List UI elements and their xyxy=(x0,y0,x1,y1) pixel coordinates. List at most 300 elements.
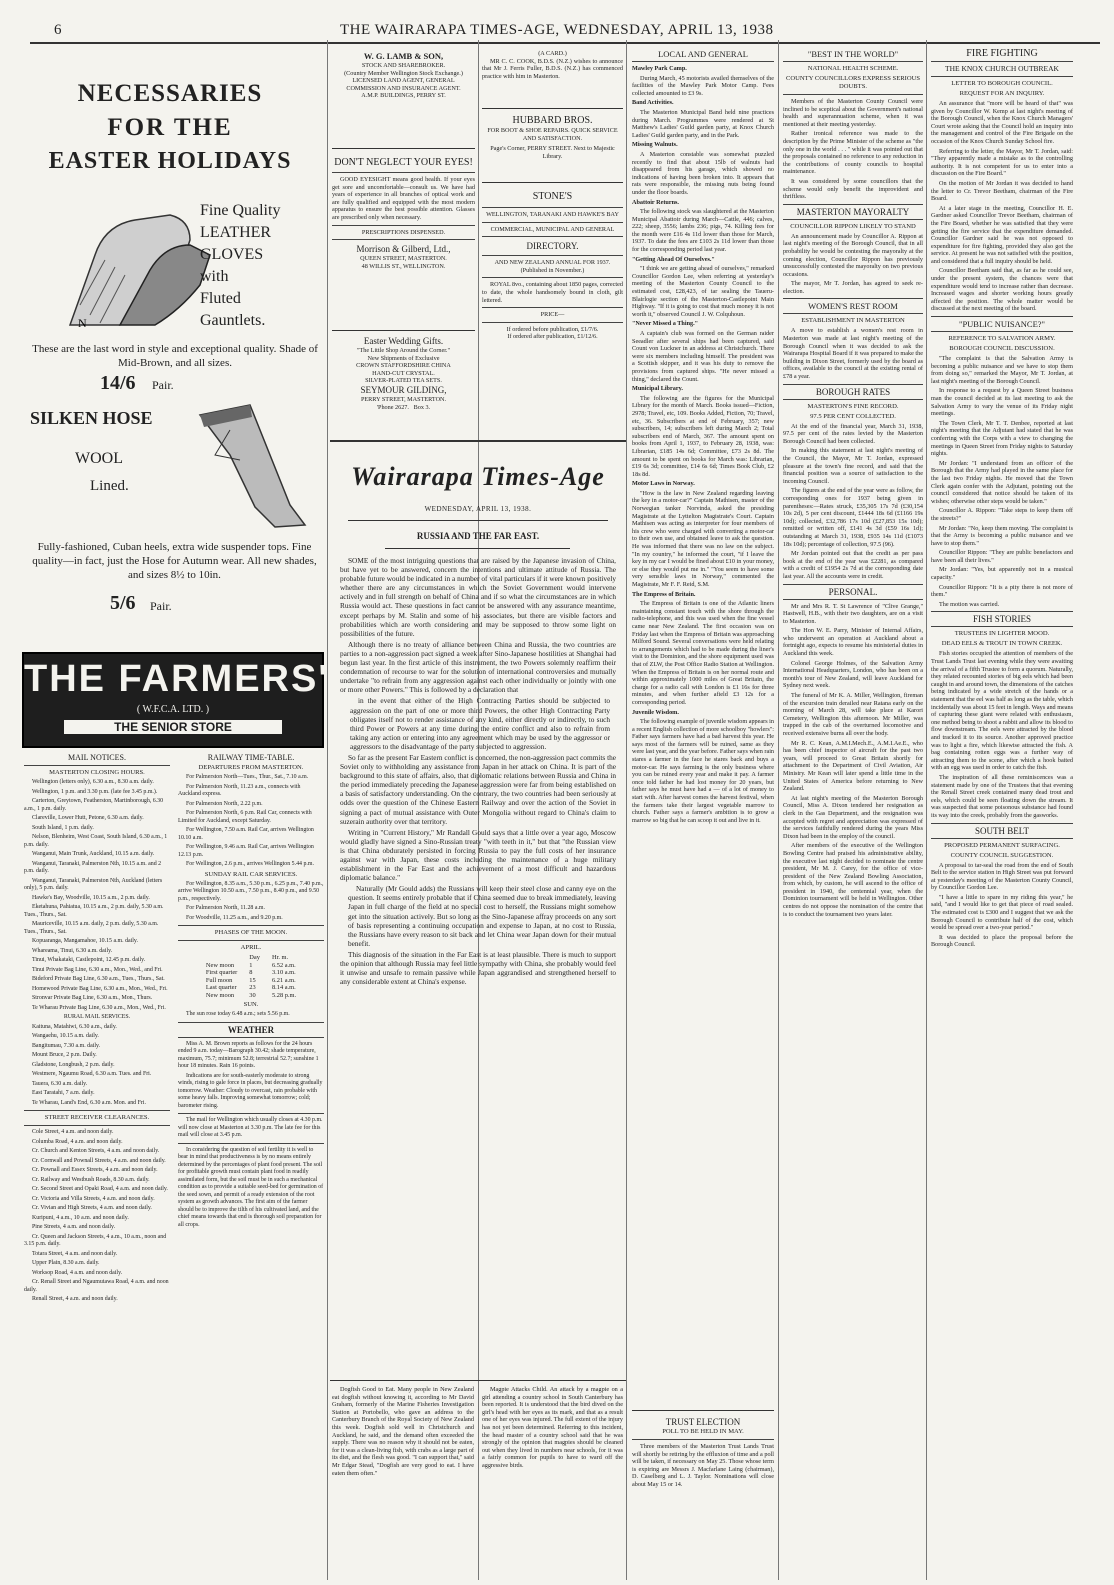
divider xyxy=(783,61,923,62)
divider xyxy=(482,307,623,308)
moon-row xyxy=(200,992,302,1000)
ad-heading-2: FOR THE xyxy=(107,114,233,141)
railway-sub: DEPARTURES FROM MASTERTON. xyxy=(198,764,304,771)
street-item: Columba Road, 4 a.m. and noon daily. xyxy=(32,1138,123,1145)
mail-item: Carterton, Greytown, Featherston, Martinborough, 6.30 a.m., 1 p.m. daily. xyxy=(24,798,164,812)
street-item: Cr. Church and Kenton Streets, 4 a.m. and noon daily. xyxy=(32,1148,160,1154)
nuisance-sub: REFERENCE TO SALVATION ARMY. xyxy=(948,335,1056,343)
weather-title: WEATHER xyxy=(227,1024,275,1035)
personal-para: After members of the executive of the Wellington Bowling Centre had praised his administrative ability, the executive last night decided to nominate the centre president, Mr M. J. Carey, for the office of vice-president of the New Zealand Bowling Association, from which, by custom, he will ascend to the office of president in 1940, the centennial year, when the Dominion tournament will be held in Wellington. Other centres do not oppose the nomination of the centre that is to conduct the tournament two years later. xyxy=(783,842,923,918)
editorial-para: SOME of the most intriguing questions that are raised by the Japanese invasion of China, but have yet to be answered, concern the intentions and ultimate attitude of Russia. The probable future would be indicated in a number of vital particulars if it were known positively whether there are any circumstances in which the Soviet Government would intervene actively and in full strength on behalf of China and if so what the circumstances are in which Russia would act. These questions in fact cannot be answered with any assurance meantime, except perhaps by M. Stalin and some of his associates, but there are visible factors and probabilities which are worth considering and may be supposed to throw some light on possibilities of the future. xyxy=(340,556,616,638)
divider xyxy=(178,1113,324,1114)
moon-row xyxy=(200,984,302,992)
street-list xyxy=(24,1129,170,1304)
divider xyxy=(931,61,1073,62)
gloves-line: LEATHER xyxy=(200,224,272,241)
farmers-sub: ( W.F.C.A. LTD. ) xyxy=(136,704,210,715)
street-item: Cr. Renall Street and Ngaumutawa Road, 4 a.m. and noon daily. xyxy=(24,1279,169,1293)
news-column-5 xyxy=(783,48,923,1578)
mail-notices-column xyxy=(24,752,170,1572)
moon-cell: Day xyxy=(249,954,260,961)
mail-item: Wanganui, Main Trunk, Auckland, 10.15 a.m. daily. xyxy=(32,851,155,857)
mail-item: Nelson, Blenheim, West Coast, South Island, 6.30 a.m., 1 p.m. daily. xyxy=(24,834,168,848)
local-heading: Abattoir Returns. xyxy=(632,198,679,206)
fish-para: The inspiration of all these reminiscences was a statement made by one of the Trustees that that evening the Renall Street creek contained many dead trout and eels, which could be seen floating down the stream. It was suspected that some poisonous substance had found its way into the creek, probably from the gasworks. xyxy=(931,773,1073,819)
svg-text:N: N xyxy=(78,316,87,330)
lamb-advertisement xyxy=(332,50,475,150)
fire-sub: THE KNOX CHURCH OUTBREAK xyxy=(945,64,1059,73)
hubbard-name: HUBBARD BROS. xyxy=(512,115,593,126)
divider xyxy=(332,330,475,331)
divider xyxy=(482,322,623,323)
nuisance-para: "The complaint is that the Salvation Army is becoming a public nuisance and we have to stop them from doing so," remarked the Mayor, Mr T. Jordan, at last night's meeting of the Borough Council. xyxy=(931,355,1073,385)
local-body: "How is the law in New Zealand regarding leaving the key in a motor-car?" Captain Mathisen, master of the Norwegian tanker Norvinda, asked the presiding Magistrate at the Lyttelton Magistrate's Court. Captain Mathisen was acting as interpreter for four members of his crew who were charged with converting a motor-car to their own use, and obtained leave to ask the question. He was informed that there was no law on the subject. "In my country," he informed the court, "if I leave the key in my car I would be fined about £10 in your money, or else they would put me in." "You seem to have some very sensible laws in Norway," commented the Magistrate, Mr F. F. Reid, S.M. xyxy=(632,489,774,588)
best-para: Rather ironical reference was made to the description by the Prime Minister of the scheme as "the only one in the world . . . " while it was pointed out that the proposals contained no reference to any reduction in the contributions of county councils to hospital maintenance. xyxy=(783,130,923,176)
railway-title: RAILWAY TIME-TABLE. xyxy=(207,753,295,762)
personal-title: PERSONAL. xyxy=(828,586,878,597)
gloves-line: Fine Quality xyxy=(200,202,281,219)
nuisance-para: Councillor Rippon: "It is a pity there is not more of them." xyxy=(931,583,1073,599)
local-body: The following stock was slaughtered at the Masterton Municipal Abattoir during March—Cattle, 446; calves, 222; sheep, 3556; lambs 236; pigs, 74. Killing fees for the month were £16 4s 11d lower than those for March, 1937. To date the fees are £103 2s 11d lower than those for the corresponding period last year. xyxy=(632,208,774,254)
editorial-para: Writing in "Current History," Mr Randall Gould says that a little over a year ago, Moscow would gladly have signed a Sino-Russian treaty "with teeth in it," but that "the Russian view is that China obdurately persisted in forcing Russia to pay the full costs of her insurance against war with Japan, these costs including the maintenance of a huge military establishment in the Far East and the achievement of a most difficult and hazardous diplomatic balance." xyxy=(340,827,616,883)
railway-column xyxy=(178,752,324,1572)
local-body: "I think we are getting ahead of ourselves," remarked Councillor Gordon Lee, when referring at yesterday's meeting of the Masterton County Council to the estimated cost, £28,423, of tar sealing the Taueru-Blairlogie section of the Masterton-Castlepoint Main Highway. "If it is going to cost that much money it is not worth it," observed Council J. W. Colquhoun. xyxy=(632,265,774,318)
moon-cell: First quarter xyxy=(205,969,238,976)
moon-cell: New moon xyxy=(205,961,235,969)
gloves-line: GLOVES xyxy=(200,246,264,263)
divider xyxy=(332,239,475,240)
ad-heading-3: EASTER HOLIDAYS xyxy=(48,148,292,174)
nuisance-para: Mr Jordan: "No, keep them moving. The complaint is that the Army is becoming a public nuisance and we have to stop them." xyxy=(931,524,1073,547)
local-general-column xyxy=(632,48,774,1408)
street-item: Renall Street, 4 a.m. and noon daily. xyxy=(32,1296,118,1302)
editorial-body xyxy=(340,556,616,1376)
railway-item: For Wellington, 2.6 p.m., arrives Wellington 5.44 p.m. xyxy=(186,861,314,867)
divider xyxy=(482,182,623,183)
mail-item: Wellington, 1 p.m. and 3.30 p.m. (late fee 3.45 p.m.). xyxy=(32,788,158,795)
divider xyxy=(178,1022,324,1023)
sunday-item: For Wellington, 8.35 a.m., 5.30 p.m., 6.25 p.m., 7.40 p.m., arrive Wellington 10.50 a.m., 7.50 p.m., 8.40 p.m., and 9.50 p.m., respectively. xyxy=(178,880,324,902)
local-body: A captain's club was formed on the German raider Seeadler after several ships had been captured, said Count von Luckner in an address at Christchurch. There were six members including himself. The president was a Scottish skipper, and it was his duty to remove the provisions from captured ships. "He never missed a thing," declared the Count. xyxy=(632,330,774,383)
gloves-line: Gauntlets. xyxy=(200,312,266,329)
eyes-advertisement xyxy=(332,152,475,330)
trust-body: Three members of the Masterton Trust Lands Trust will shortly be retiring by the effluxion of time and a poll will be taken, if necessary on May 25. Those whose term is expiring are Messrs J. Macfarlane Laing (chairman), D. Caselberg and L. J. Taylor. Nominations will close about May 15 or 14. xyxy=(632,1443,774,1488)
gloves-line: Fluted xyxy=(200,290,241,307)
hose-description: Fully-fashioned, Cuban heels, extra wide suspender tops. Fine quality—in fact, just the Hose for Autumn wear. All new shades, and sizes 8½ to 10in. xyxy=(32,541,317,581)
divider xyxy=(332,172,475,173)
stones-name: STONE'S xyxy=(532,191,573,202)
street-item: Totara Street, 4 a.m. and noon daily. xyxy=(32,1250,118,1257)
moon-cell: 5.28 p.m. xyxy=(271,991,297,999)
column-rule xyxy=(778,40,779,1580)
mail-item: Bangitumau, 7.30 a.m. daily. xyxy=(32,1042,101,1049)
local-heading: The Empress of Britain. xyxy=(632,590,696,598)
wedding-firm: SEYMOUR GILDING, xyxy=(360,384,447,395)
farmers-advertisement xyxy=(22,652,330,748)
moon-cell: 8 xyxy=(249,969,253,976)
nameplate: Wairarapa Times-Age xyxy=(351,462,605,491)
weather-para: Indications are for south-easterly moderate to strong winds, rising to gale force in places, but decreasing gradually tomorrow. Weather: Cloudy to overcast, rain probable with some heavy falls. Improving somewhat tomorrow; cold; barometer rising. xyxy=(178,1072,323,1109)
local-heading: Mawley Park Camp. xyxy=(632,65,687,72)
mail-item: Tauera, 6.30 a.m. daily. xyxy=(32,1080,88,1087)
mail-item: Wanganui, Taranaki, Palmerston Nth, 10.15 a.m. and 2 p.m. daily. xyxy=(24,860,162,874)
stones-price-label: PRICE— xyxy=(540,311,565,319)
local-heading: "Never Missed a Thing." xyxy=(632,320,699,328)
mail-item: Hawke's Bay, Woodville, 10.15 a.m., 2 p.m. daily. xyxy=(32,894,150,901)
street-item: Cr. Vivian and High Streets, 4 a.m. and noon daily. xyxy=(32,1205,152,1211)
moon-cell: 1 xyxy=(249,961,253,969)
gloves-price-unit: Pair. xyxy=(152,378,174,392)
local-heading: "Getting Ahead Of Ourselves." xyxy=(632,255,715,263)
trust-sub: POLL TO BE HELD IN MAY. xyxy=(662,1428,744,1435)
best-sub: NATIONAL HEALTH SCHEME. xyxy=(807,65,899,72)
hubbard-advertisement xyxy=(482,114,623,180)
editorial-quote: Naturally (Mr Gould adds) the Russians will keep their steel close and canny eye on the question. It seems entirely probable that if China seemed due to break immediately, leaving Japan in full charge of the field at no special cost to herself, the Russians might somehow get into the situation actively. But so long as the Sino-Japanese affray proceeds on any sort of basis representing a continuing occupation and expense to Japan, at no cost to Russia, the Russians have every reason to sit back and let China wear Japan down for their mutual benefit. xyxy=(348,884,616,948)
hose-illustration xyxy=(180,395,315,535)
moon-cell: Hr. m. xyxy=(271,954,289,961)
cook-tag: (A CARD.) xyxy=(538,50,567,57)
cook-body: MR C. C. COOK, B.D.S. (N.Z.) wishes to announce that Mr J. Ferris Fuller, B.D.S. (N.Z.) has commenced practice with him in Masterton. xyxy=(482,57,623,80)
stones-price: If ordered before publication, £1/7/6. xyxy=(506,325,599,333)
editorial-quote: in the event that either of the High Contracting Parties should be subjected to aggression on the part of one or more third Powers, the other High Contracting Party obligates itself not to render assistance of any kind, either directly or indirectly, to such third Power or Powers at any time during the entire conflict and also to refrain from taking any action or entering into any agreement which may be used by the aggressor or aggressors to the disadvantage of the party subjected to aggression. xyxy=(350,696,610,751)
nuisance-para: Councillor A. Rippon: "Take steps to keep them off the streets?" xyxy=(931,507,1073,522)
street-item: Upper Plain, 8.30 a.m. daily. xyxy=(32,1260,100,1266)
hose-price-unit: Pair. xyxy=(150,599,172,613)
mail-item: Tinui Private Bag Line, 6.30 a.m., Mon., Wed., and Fri. xyxy=(32,966,163,973)
personal-para: Mr and Mrs R. T. St Lawrence of "Clive Grange," Hastwell, H.B., with their two daughters, are on a visit to Masterton. xyxy=(783,602,923,625)
divider xyxy=(783,584,923,585)
mail-item: East Taratahi, 7 a.m. daily. xyxy=(32,1090,95,1096)
news-column-6 xyxy=(931,48,1073,1578)
divider xyxy=(178,1037,324,1038)
rates-para: In making this statement at last night's meeting of the Council, the Mayor, Mr T. Jordan, expressed pleasure at the town's fine record, and said that the financial position was a source of satisfaction to the incoming Council. xyxy=(783,447,923,485)
weather-para: Miss A. M. Brown reports as follows for the 24 hours ended 9 a.m. today—Barograph 30.42; shade temperature, maximum, 75.7; minimum 52.8; terrestrial 52.7; sunshine 1 hour 18 minutes. Rain 16 points. xyxy=(178,1040,319,1069)
divider xyxy=(178,1143,324,1144)
street-item: Cr. Queen and Jackson Streets, 4 a.m., 10 a.m., noon and 3.15 p.m. daily. xyxy=(24,1233,167,1247)
mail-item: Te Wharau, Land's End, 6.30 a.m. Mon. and Fri. xyxy=(32,1099,146,1106)
rates-sub: 97.5 PER CENT COLLECTED. xyxy=(810,412,896,420)
mail-item: Wellington (letters only), 6.30 a.m., 8.30 a.m. daily. xyxy=(32,779,154,785)
fish-title: FISH STORIES xyxy=(972,614,1032,625)
mail-item: Whareama, Tinui, 6.30 a.m. daily. xyxy=(32,947,113,954)
eyes-body: GOOD EYESIGHT means good health. If your eyes get sore and uncomfortable—consult us. We have had years of experience in all branches of optical work and are fully qualified and equipped with the most modern apparatus to ensure the best possible attention. Glasses are prescribed only when necessary. xyxy=(332,176,475,221)
trust-election xyxy=(632,1416,774,1576)
sunday-title: SUNDAY RAIL CAR SERVICES. xyxy=(204,870,298,878)
local-heading: Municipal Library. xyxy=(632,385,683,393)
street-item: Cole Street, 4 a.m. and noon daily. xyxy=(32,1129,114,1135)
lamb-line: (Country Member Wellington Stock Exchange.) xyxy=(344,69,463,77)
divider xyxy=(332,225,475,226)
south-sub: COUNTY COUNCIL SUGGESTION. xyxy=(950,851,1054,859)
women-title: WOMEN'S REST ROOM xyxy=(808,301,898,312)
divider xyxy=(24,1110,170,1111)
sunday-item: For Palmerston North, 11.28 a.m. xyxy=(186,905,265,911)
mail-item: South Island, 1 p.m. daily. xyxy=(32,824,94,831)
mail-item: RURAL MAIL SERVICES. xyxy=(63,1014,131,1020)
nuisance-title: "PUBLIC NUISANCE?" xyxy=(958,319,1046,330)
moon-cell: New moon xyxy=(205,991,235,999)
sun-title: SUN. xyxy=(243,1001,259,1008)
mail-sub: MASTERTON CLOSING HOURS. xyxy=(49,769,145,776)
eyes-presc: PRESCRIPTIONS DISPENSED. xyxy=(361,228,446,236)
editorial-date: WEDNESDAY, APRIL 13, 1938. xyxy=(424,505,532,513)
street-title: STREET RECEIVER CLEARANCES. xyxy=(44,1114,150,1121)
railway-item: For Palmerston North, 2.22 p.m. xyxy=(186,800,263,807)
local-body: During March, 45 motorists availed themselves of the facilities of the Mawley Park Motor Camp. Fees collected amounted to £3 9s. xyxy=(632,74,774,97)
mayor-sub: COUNCILLOR RIPPON LIKELY TO STAND xyxy=(790,222,916,230)
local-heading: Band Activities. xyxy=(632,99,674,107)
best-sub: COUNTY COUNCILLORS EXPRESS SERIOUS DOUBTS. xyxy=(785,75,921,90)
nuisance-para: In response to a request by a Queen Street business man the council decided at its last meeting to ask the Salvation Army to vary the venue of its Friday night meetings. xyxy=(931,387,1073,418)
mail-item: Stronvar Private Bag Line, 6.30 a.m., Mon., Thurs. xyxy=(32,995,153,1001)
fish-sub: DEAD EELS & TROUT IN TOWN CREEK. xyxy=(941,640,1063,648)
wedding-line: "The Little Shop Around the Corner." xyxy=(356,347,451,354)
stones-line: DIRECTORY. xyxy=(526,241,579,252)
street-item: Cr. Railway and Westbush Roads, 8.30 a.m. daily. xyxy=(32,1176,150,1183)
divider xyxy=(931,823,1073,824)
column-rule xyxy=(327,40,328,1580)
south-title: SOUTH BELT xyxy=(975,825,1029,836)
nuisance-para: Mr Jordan: "Yes, but apparently not in a musical capacity." xyxy=(931,566,1073,582)
sun-text: The sun rose today 6.48 a.m.; sets 5.56 p.m. xyxy=(186,1011,290,1017)
moon-row xyxy=(200,969,302,977)
eyes-address: QUEEN STREET, MASTERTON. xyxy=(360,255,447,263)
divider xyxy=(482,277,623,278)
divider xyxy=(178,925,324,926)
moon-title: PHASES OF THE MOON. xyxy=(214,929,288,936)
divider xyxy=(482,222,623,223)
wedding-contact xyxy=(332,404,475,412)
divider xyxy=(783,599,923,600)
editorial-title: RUSSIA AND THE FAR EAST. xyxy=(416,531,540,541)
fire-para: Councillor Beetham said that, as far as he could see, under the present system, the chances were that expenditure would tend to increase rather than decrease. Increased wages and shorter working hours greatly affected the position. The whole matter would be discussed at the next meeting of the board. xyxy=(931,267,1073,313)
divider xyxy=(931,838,1073,839)
fire-para: Referring to the letter, the Mayor, Mr T. Jordan, said: "They apparently made a mistake as to the controlling authority. It is not competent for us to enter into a discussion on the Fire Board." xyxy=(931,147,1073,178)
trust-title: TRUST ELECTION xyxy=(665,1417,741,1427)
moon-cell: 6.21 a.m. xyxy=(271,976,296,984)
railway-item: For Palmerston North, 11.23 a.m., connects with Auckland express. xyxy=(178,783,301,797)
railway-item: For Wellington, 7.50 a.m. Rail Car, arrives Wellington 10.10 a.m. xyxy=(178,827,314,841)
local-title: LOCAL AND GENERAL xyxy=(658,49,748,59)
rates-para: The figures at the end of the year were as follow, the corresponding ones for 1937 being given in parentheses:—Rates struck, £35,305 17s 7d (£30,154 10s 2d), 5 per cent discount, £1444 18s 6d (£1166 19s 10d); collected, £32,786 17s 10d (£27,853 15s 10d); remitted or written off, £141 4s 3d (£59 16s 1d); outstanding at March 31, 1938, £935 14s 11d (£1073 18s 10d); percentage of collection, 97.5 (96). xyxy=(783,487,923,548)
wedding-phone: 'Phone 2627. xyxy=(376,403,409,411)
divider xyxy=(931,316,1073,317)
divider xyxy=(24,765,170,766)
personal-para: At last night's meeting of the Masterton Borough Council, Miss A. Dixon tendered her resignation as clerk in the Gas Department, and the resignation was accepted with regret and appreciation was expressed of the services faithfully rendered during the years Miss Dixon had been in the employ of the council. xyxy=(783,794,923,840)
hose-title: SILKEN HOSE xyxy=(30,408,153,428)
best-title: "BEST IN THE WORLD" xyxy=(807,49,899,59)
divider xyxy=(482,255,623,256)
hubbard-line: Page's Corner, PERRY STREET. Next to Majestic Library. xyxy=(490,145,615,160)
fire-sub: LETTER TO BOROUGH COUNCIL. xyxy=(951,80,1053,87)
street-item: Pine Streets, 4 a.m. and noon daily. xyxy=(32,1224,116,1230)
mail-item: Mauriceville, 10.15 a.m. daily, 2 p.m. daily, 5.30 a.m. Tues., Thurs., Sat. xyxy=(24,921,159,935)
divider xyxy=(783,384,923,385)
divider xyxy=(783,204,923,205)
mail-item: Gladstone, Longbush, 2 p.m. daily. xyxy=(32,1061,115,1068)
mail-item: Wanganui, Taranaki, Palmerston Nth, Auckland (letters only), 5 p.m. daily. xyxy=(24,877,163,891)
magpie-story xyxy=(482,1386,623,1578)
page-number: 6 xyxy=(54,22,62,38)
hose-price: 5/6 xyxy=(110,592,136,614)
editorial-para: So far as the present Far Eastern conflict is concerned, the non-aggression pact commits the Soviet only to withholding any assistance from Japan in her attack on China. It is part of the background to this state of affairs, also, that diplomatic relations between Russia and China in the period immediately preceding the Japanese aggression were far from being established on a basis of satisfactory understanding. On the contrary, the two countries had been seriously at odds over the question of the Chinese Eastern Railway and over the action of the Soviet in signing a pact of mutual assistance with Outer Mongolia without regard to China's claim to suzerain authority over that territory. xyxy=(340,752,616,826)
divider xyxy=(931,626,1073,627)
local-body: A Masterton constable was somewhat puzzled recently to find that about 15lb of walnuts had disappeared from his garage, which showed no indications of having been broken into. It appears that rats were responsible, the missing nuts being found under the floor boards. xyxy=(632,150,774,196)
nuisance-para: Mr Jordan: "I understand from an officer of the Borough that the Army had played in the same place for the last two Friday nights. He moved that the Town Clerk again confer with the Adjutant, pointing out the council considered that notice should be taken of its wishes; otherwise other steps would be taken." xyxy=(931,459,1073,505)
divider xyxy=(348,520,608,521)
best-para: It was considered by some councillors that the scheme would only benefit the improvident and thriftless. xyxy=(783,177,923,201)
mail-item: Te Wharau Private Bag Line, 6.30 a.m., Mon., Wed., Fri. xyxy=(32,1004,166,1011)
lamb-line: A.M.P. BUILDINGS, PERRY ST. xyxy=(361,92,446,100)
wedding-box: Box 3. xyxy=(413,403,431,411)
column-rule xyxy=(626,40,627,1580)
railway-item: For Palmerston North—Tues., Thur., Sat., 7.10 a.m. xyxy=(186,774,309,780)
mayor-title: MASTERTON MAYORALTY xyxy=(796,206,910,217)
moon-cell: 6.52 a.m. xyxy=(271,961,296,969)
hubbard-line: FOR BOOT & SHOE REPAIRS. QUICK SERVICE AND SATISFACTION. xyxy=(487,127,618,142)
stones-body: ROYAL 8vo., containing about 1850 pages, corrected to date, the whole handsomely bound in cloth, gilt lettered. xyxy=(482,281,623,304)
lamb-line: LICENSED LAND AGENT, GENERAL COMMISSION AND INSURANCE AGENT. xyxy=(346,77,461,92)
street-item: Cr. Cornwall and Pownall Streets, 4 a.m. and noon daily. xyxy=(32,1157,166,1164)
best-para: Members of the Masterton County Council were inclined to be sceptical about the Government's national health and superannuation scheme, when it was mentioned at their meeting yesterday. xyxy=(783,98,923,128)
rates-sub: MASTERTON'S FINE RECORD. xyxy=(807,402,899,410)
rates-title: BOROUGH RATES xyxy=(815,386,891,397)
mail-list xyxy=(24,779,170,1107)
nuisance-para: The motion was carried. xyxy=(939,600,1000,608)
stones-advertisement xyxy=(482,186,623,436)
street-item: Cr. Victoria and Villa Streets, 4 a.m. and noon daily. xyxy=(32,1195,155,1202)
editorial-para: This diagnosis of the situation in the Far East is at least plausible. There is much to support the opinion that although Russia may feel little sympathy with China, she probably would feel it unwise and unsafe to remain passive while Japan aggrandised and strengthened herself to any considerable extent at China's expense. xyxy=(340,949,616,987)
nuisance-sub: BOROUGH COUNCIL DISCUSSION. xyxy=(949,345,1055,353)
gloves-price: 14/6 xyxy=(100,372,136,394)
gloves-illustration xyxy=(50,185,215,335)
masthead xyxy=(30,20,1100,44)
mail-item: Clareville, Lower Hutt, Petone, 6.30 a.m. daily. xyxy=(32,815,144,821)
divider xyxy=(330,1380,626,1381)
soil-para: In considering the question of soil fertility it is well to bear in mind that productiveness is by no means entirely determined by the percentages of plant food present. The soil for profitable growth must contain plant food in readily assimilated form, but the soil must be in such a mechanical condition as to provide a suitable seed-bed for germination of the seed sown, and permit of a ready extension of the root system as growth advances. The first aim of the farmer should be to improve the tilth of his cultivated land, and the chief means towards that end is thorough soil preparation for all crops. xyxy=(178,1146,324,1228)
divider xyxy=(482,207,623,208)
wedding-line: CROWN STAFFORDSHIRE CHINA xyxy=(356,362,451,370)
wedding-advertisement xyxy=(332,336,475,432)
divider xyxy=(178,940,324,941)
divider xyxy=(632,1410,774,1411)
moon-cell: 23 xyxy=(249,984,256,991)
gloves-line: with xyxy=(200,268,229,285)
lamb-name: W. G. LAMB & SON, xyxy=(363,51,444,61)
mail-item: Eketahuna, Pahiatua, 10.15 a.m., 2 p.m. daily, 5.30 a.m. Tues., Thurs., Sat. xyxy=(24,904,164,918)
moon-cell: 3.10 a.m. xyxy=(271,969,296,976)
south-para: A proposal to tar-seal the road from the end of South Belt to the service station in High Street was put forward at yesterday's meeting of the Masterton County Council, by Councillor Gordon Lee. xyxy=(931,861,1073,892)
divider xyxy=(482,236,623,237)
divider xyxy=(783,94,923,95)
ad-heading-1: NECESSARIES xyxy=(77,80,263,107)
wedding-title: Easter Wedding Gifts. xyxy=(363,336,444,346)
dogfish-story xyxy=(332,1386,474,1578)
personal-para: The funeral of Mr K. A. Miller, Wellington, fireman of the excursion train derailed near Ratana early on the morning of March 28, will take place at Karori Cemetery, Wellington this afternoon. Mr Miller, was trapped in the cab of the overturned locomotive and received extensive burns all over the body. xyxy=(783,692,923,737)
gloves-description: These are the last word in style and exceptional quality. Shade of Mid-Brown, and all sizes. xyxy=(32,343,318,369)
cook-advertisement xyxy=(482,50,623,106)
mail-item: Mount Bruce, 2 p.m. Daily. xyxy=(32,1052,97,1058)
divider xyxy=(931,611,1073,612)
farmers-name: THE FARMERS' xyxy=(24,658,330,700)
editorial-para: Although there is no treaty of alliance between China and Russia, the two countries are parties to a non-aggression pact signed a week after Sino-Japanese hostilities at Shanghai had begun last year. In the first article of this instrument, the two Powers solemnly reaffirm their condemnation of recourse to war for the solution of international controversies and mutually undertake "to refrain from any aggression against each other individually or jointly with one or more other Powers." This is followed by a declaration that xyxy=(340,639,616,695)
rates-para: Mr Jordan pointed out that the credit as per pass book at the end of the year was £2281, as compared with a credit of £1954 2s 7d at the corresponding date last year. All the accounts were in credit. xyxy=(783,550,923,580)
stones-price: If ordered after publication, £1/12/6. xyxy=(507,333,598,341)
mail-item: Wangaehu, 10.15 a.m. daily. xyxy=(32,1033,99,1039)
masthead-title: THE WAIRARAPA TIMES-AGE, WEDNESDAY, APRIL 13, 1938 xyxy=(340,22,774,38)
mail-title: MAIL NOTICES. xyxy=(68,753,126,762)
moon-row xyxy=(200,962,302,970)
divider xyxy=(482,108,623,109)
local-body: The Empress of Britain is one of the Atlantic liners maintaining constant touch with the shore through the radio-telephone, and this was used when the fine vessel came near New Zealand. The first occasion was on Friday last when the Empress of Britain was approaching Milford Sound. Several conversations were held relating to arrangements which had to be made during the liner's visit to the Dominion, and the shore equipment used was that of ZLW, the Post Office Radio Station at Wellington. When the Empress of Britain is on her normal route and within approximately 1000 miles of Great Britain, the charge for a radio call with London is £1 16s for three minutes, and when further afield £3 12s for a corresponding period. xyxy=(632,600,774,706)
sunday-item: For Woodville, 11.25 a.m., and 9.20 p.m. xyxy=(186,914,283,921)
wedding-line: SILVER-PLATED TEA SETS. xyxy=(365,377,442,385)
mayor-para: An announcement made by Councillor A. Rippon at last night's meeting of the Borough Council, that in all probability he would be contesting the mayoralty at the coming election, Councillor Rippon has previously unsuccessfully contested the mayoralty on two previous occasions. xyxy=(783,232,923,278)
moon-cell: Last quarter xyxy=(205,984,237,991)
mail-item: Tinui, Whakataki, Castlepoint, 12.45 p.m. daily. xyxy=(32,957,146,963)
stones-line: (Published in November.) xyxy=(520,266,585,274)
stones-line: WELLINGTON, TARANAKI AND HAWKE'S BAY xyxy=(486,211,619,218)
stones-line: AND NEW ZEALAND ANNUAL FOR 1937. xyxy=(494,259,611,267)
local-body: The following are the figures for the Municipal Library for the month of March. Books issued—Fiction, 2978; Travel, etc, 109. Books Added, Fiction, 70; Travel, etc, 36. Subscribers at end of February, 357; new subscribers, 14; subscribers left during March 2; Total subscribers end of March, 367. The amount spent on books from April 1, 1937, to February 28, 1938, was: Librarian, £185 14s 6d; Committee, £73 2s 8d. The amount to be spent on books for March was: Librarian, £19 6s 3d; committee, £14 6s 6d; Times Book Club, £2 18s 8d. xyxy=(632,394,774,478)
street-item: Cr. Second Street and Opaki Road, 4 a.m. and noon daily. xyxy=(32,1186,168,1192)
personal-para: Mr R. C. Kean, A.M.I.Mech.E., A.M.I.Ae.E., who has been chief inspector of aircraft for the past two years, will proceed to Great Britain shortly for attachment to the Department of Civil Aviation, Air Ministry. Mr Kean will later spend a little time in the United States of America before returning to New Zealand. xyxy=(783,739,923,793)
fire-para: An assurance that "more will be heard of that" was given by Councillor W. Kemp at last night's meeting of the Borough Council, when the Knox Church Managers' Court wrote asking that the Council hold an inquiry into the management and control of the Fire Brigade on the occasion of the Knox Church Sunday School fire. xyxy=(931,100,1073,145)
hose-sub-1: WOOL xyxy=(75,450,123,467)
dogfish-body: Dogfish Good to Eat. Many people in New Zealand eat dogfish without knowing it, according to Mr David Graham, formerly of the Marine Fisheries Investigation Station at Portobello, who gave an address to the Canterbury Branch of the Royal Society of New Zealand this week. Dogfish sold well in Christchurch and Auckland, he said, and the demand often exceeded the supply. There was no reason why it should not be eaten, for it was a clean-living fish, with crabs as a large part of its diet, and the flesh was good. "I can support that," said Mr Edgar Stead, "Dogfish are very good to eat. I have eaten them often." xyxy=(332,1386,474,1477)
nuisance-para: The Town Clerk, Mr T. T. Denbee, reported at last night's meeting that the Adjutant had stated that he was conferring with the Corps with a view to changing the meetings in Queen Street from Friday nights to Saturday nights. xyxy=(931,419,1073,458)
weather-para: The mail for Wellington which usually closes at 4.30 p.m. will now close at Masterton at 3.30 p.m. The late fee for this mail will close at 3.45 p.m. xyxy=(178,1117,323,1138)
local-heading: Missing Walnuts. xyxy=(632,141,678,149)
magpie-body: Magpie Attacks Child. An attack by a magpie on a girl attending a country school in South Canterbury has been reported. It is understood that the bird dived on the girl's head with her eyes as its mark, and that as a result one of her eyes was injured. The full extent of the injury has not yet been determined. Referring to this incident, the head master of a country school said that he was strongly of the opinion that magpies should be cleaned out when they lived in numbers near schools, for it was a fairly common for pupils to have to ward off the aggressive birds. xyxy=(482,1386,623,1469)
wedding-address: PERRY STREET, MASTERTON. xyxy=(360,395,447,403)
eyes-firm: Morrison & Gilberd, Ltd., xyxy=(356,244,451,255)
rates-para: At the end of the financial year, March 31, 1938, 97.5 per cent of the rates levied by the Masterton Borough Council had been collected. xyxy=(783,422,923,445)
column-rule xyxy=(926,40,927,1580)
personal-para: Colonel George Holmes, of the Salvation Army International Headquarters, London, who has been on a month's tour of New Zealand, will leave Auckland for Sydney next week. xyxy=(783,659,923,690)
mail-item: Kopuaranga, Mangamahoe, 10.15 a.m. daily. xyxy=(32,938,138,944)
personal-para: The Hon W. E. Parry, Minister of Internal Affairs, who underwent an operation at Auckland about a fortnight ago, expects to resume his ministerial duties in Auckland this week. xyxy=(783,627,923,658)
stones-line: COMMERCIAL, MUNICIPAL AND GENERAL xyxy=(490,225,615,233)
fish-sub: TRUSTEES IN LIGHTER MOOD. xyxy=(954,630,1050,638)
moon-cell: Full moon xyxy=(205,976,233,984)
mayor-para: The mayor, Mr T. Jordan, has agreed to seek re-election. xyxy=(783,280,923,295)
moon-cell xyxy=(200,954,243,962)
fire-para: On the motion of Mr Jordan it was decided to hand the letter to Cr. Trevor Beetham, chairman of the Fire Board. xyxy=(931,179,1073,203)
eyes-title: DON'T NEGLECT YOUR EYES! xyxy=(334,157,473,168)
divider xyxy=(632,61,774,62)
fire-para: At a later stage in the meeting, Councillor H. E. Gardner asked Councillor Trevor Beetham, chairman of the Fire Board, whether he was satisfied that they were getting the fire service that the expenditure demanded. Councillor Gardner said he was not opposed to expenditure for fire fighting, provided they also got the service. At present he was not satisfied with the position, and considered that a full inquiry should be held. xyxy=(931,204,1073,265)
divider xyxy=(330,440,626,442)
fire-title: FIRE FIGHTING xyxy=(966,48,1038,59)
moon-header-row xyxy=(200,954,302,962)
lamb-line: STOCK AND SHAREBROKER. xyxy=(361,62,446,69)
divider xyxy=(783,313,923,314)
mail-item: Bideford Private Bag Line, 6.30 a.m., Tues., Thurs., Sat. xyxy=(32,976,165,982)
divider xyxy=(931,331,1073,332)
easter-advertisement xyxy=(20,50,320,648)
wedding-line: New Shipments of Exclusive xyxy=(367,354,440,362)
mail-item: Kaituna, Matahiwi, 6.30 a.m., daily. xyxy=(32,1023,117,1030)
divider xyxy=(632,1439,774,1440)
divider xyxy=(931,76,1073,77)
local-heading: Juvenile Wisdom. xyxy=(632,708,679,716)
eyes-address: 48 WILLIS ST., WELLINGTON. xyxy=(361,262,446,270)
divider xyxy=(24,1125,170,1126)
moon-cell: 15 xyxy=(249,976,256,984)
divider xyxy=(783,399,923,400)
moon-row xyxy=(200,977,302,985)
